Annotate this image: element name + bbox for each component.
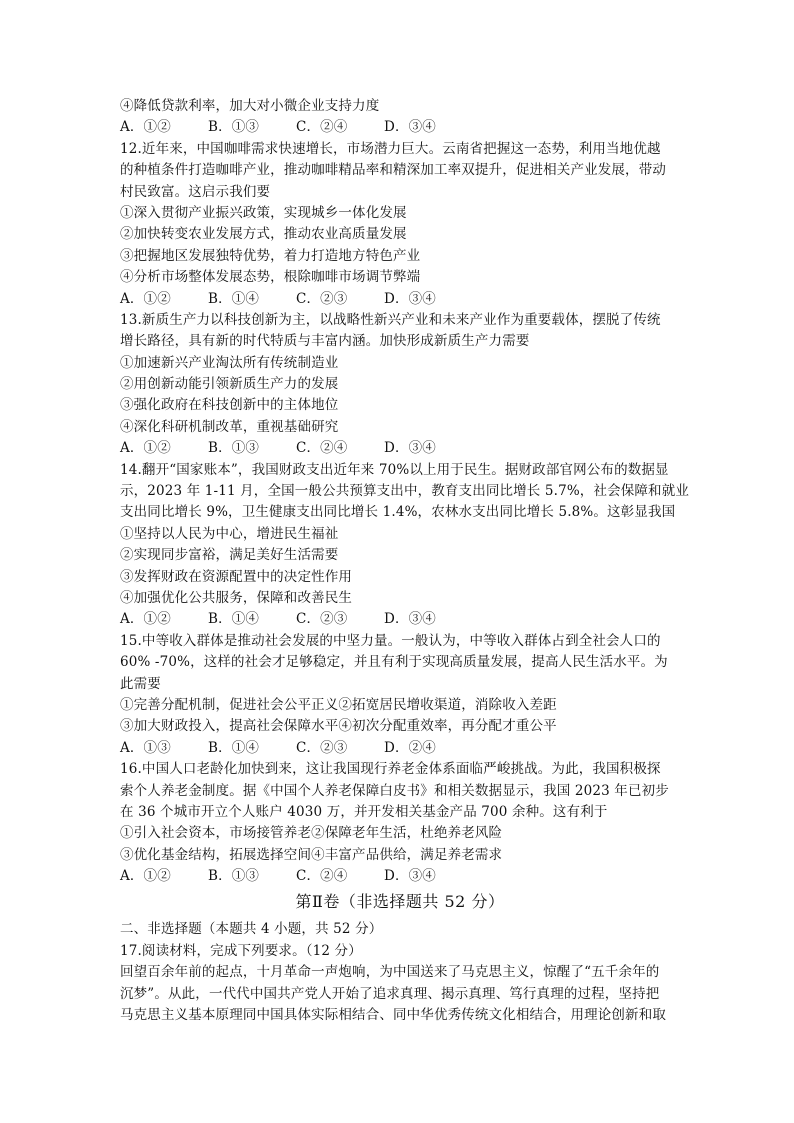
q16-option-a: A．①② [120, 868, 171, 885]
q11-option-d: D．③④ [384, 119, 436, 136]
q16-options [120, 866, 680, 887]
q15-options [120, 738, 680, 759]
q14-item-2: ②实现同步富裕，满足美好生活需要 [120, 547, 339, 564]
q11-option-c: C．②④ [296, 119, 348, 136]
q15-option-a: A．①③ [120, 739, 171, 756]
q12-option-d: D．③④ [384, 290, 436, 307]
q14-options [120, 609, 680, 630]
q16-items-line-2: ③优化基金结构，拓展选择空间④丰富产品供给，满足养老需求 [120, 846, 503, 863]
q15-items-line-1: ①完善分配机制，促进社会公平正义②拓宽居民增收渠道，消除收入差距 [120, 696, 557, 713]
q15-option-d: D．②④ [384, 739, 436, 756]
q14-option-d: D．③④ [384, 611, 436, 628]
q16-option-c: C．②④ [296, 868, 348, 885]
q12-option-c: C．②③ [296, 290, 348, 307]
q13-item-2: ②用创新动能引领新质生产力的发展 [120, 376, 339, 393]
q14-stem-line-2: 示，2023 年 1-11 月，全国一般公共预算支出中，教育支出同比增长 5.7%，社会保障和就业 [120, 483, 689, 500]
q14-item-4: ④加强优化公共服务，保障和改善民生 [120, 589, 353, 606]
q13-item-4: ④深化科研机制改革，重视基础研究 [120, 418, 339, 435]
q14-option-b: B．①④ [208, 611, 260, 628]
q14-item-3: ③发挥财政在资源配置中的决定性作用 [120, 568, 353, 585]
q12-option-a: A．①② [120, 290, 171, 307]
q12-item-4: ④分析市场整体发展态势，根除咖啡市场调节弊端 [120, 269, 421, 286]
q16-stem-line-1: 16.中国人口老龄化加快到来，这让我国现行养老金体系面临严峻挑战。为此，我国积极探 [120, 761, 661, 778]
q16-stem-line-2: 索个人养老金制度。据《中国个人养老保障白皮书》和相关数据显示，我国 2023 年已初步 [120, 782, 669, 799]
q11-option-a: A．①② [120, 119, 171, 136]
q13-item-1: ①加速新兴产业淘汰所有传统制造业 [120, 354, 339, 371]
q16-stem-line-3: 在 36 个城市开立个人账户 4030 万，并开发相关基金产品 700 余种。这有利于 [120, 803, 608, 820]
q11-options [120, 117, 680, 138]
q12-stem-line-1: 12.近年来，中国咖啡需求快速增长，市场潜力巨大。云南省把握这一态势，利用当地优越 [120, 140, 661, 157]
q14-item-1: ①坚持以人民为中心，增进民生福祉 [120, 525, 339, 542]
q13-option-c: C．②④ [296, 440, 348, 457]
q13-option-a: A．①② [120, 440, 171, 457]
q15-option-b: B．①④ [208, 739, 260, 756]
q15-stem-line-3: 此需要 [120, 675, 161, 692]
q11-item-4: ④降低贷款利率，加大对小微企业支持力度 [120, 98, 380, 114]
q16-option-b: B．①③ [208, 868, 260, 885]
q15-stem-line-1: 15.中等收入群体是推动社会发展的中坚力量。一般认为，中等收入群体占到全社会人口的 [120, 632, 661, 649]
q12-option-b: B．①④ [208, 290, 260, 307]
q17-stem: 17.阅读材料，完成下列要求。（12 分） [120, 942, 362, 959]
q15-option-c: C．②③ [296, 739, 348, 756]
q14-option-a: A．①② [120, 611, 171, 628]
q13-item-3: ③强化政府在科技创新中的主体地位 [120, 397, 339, 414]
q15-stem-line-2: 60% -70%，这样的社会才足够稳定，并且有利于实现高质量发展，提高人民生活水平。为 [120, 654, 668, 671]
q16-option-d: D．③④ [384, 868, 436, 885]
q12-stem-line-3: 村民致富。这启示我们要 [120, 183, 271, 200]
q17-material-line-1: 回望百余年前的起点，十月革命一声炮响，为中国送来了马克思主义，惊醒了“五千余年的 [120, 964, 660, 981]
section-2-heading: 二、非选择题（本题共 4 小题，共 52 分） [120, 921, 383, 938]
section-2-title: 第Ⅱ卷（非选择题共 52 分） [295, 892, 505, 912]
q12-item-1: ①深入贯彻产业振兴政策，实现城乡一体化发展 [120, 204, 407, 221]
q17-material-line-3: 马克思主义基本原理同中国具体实际相结合、同中华优秀传统文化相结合，用理论创新和取 [120, 1007, 666, 1024]
q11-option-b: B．①③ [208, 119, 260, 136]
q12-options [120, 289, 680, 310]
q13-stem-line-2: 增长路径，具有新的时代特质与丰富内涵。加快形成新质生产力需要 [120, 333, 530, 350]
q15-items-line-2: ③加大财政投入，提高社会保障水平④初次分配重效率，再分配才重公平 [120, 718, 557, 735]
q13-option-d: D．③④ [384, 440, 436, 457]
q13-options [120, 438, 680, 459]
q14-stem-line-3: 支出同比增长 9%，卫生健康支出同比增长 1.4%，农林水支出同比增长 5.8%。这彰显我国 [120, 504, 676, 521]
q14-stem-line-1: 14.翻开“国家账本”，我国财政支出近年来 70%以上用于民生。据财政部官网公布的数据显 [120, 461, 669, 478]
q13-stem-line-1: 13.新质生产力以科技创新为主，以战略性新兴产业和未来产业作为重要载体，摆脱了传统 [120, 311, 661, 328]
q12-item-2: ②加快转变农业发展方式，推动农业高质量发展 [120, 226, 407, 243]
q13-option-b: B．①③ [208, 440, 260, 457]
q16-items-line-1: ①引入社会资本，市场接管养老②保障老年生活，杜绝养老风险 [120, 825, 503, 842]
q14-option-c: C．②③ [296, 611, 348, 628]
q12-item-3: ③把握地区发展独特优势，着力打造地方特色产业 [120, 247, 421, 264]
exam-page [120, 96, 689, 1026]
q17-material-line-2: 沉梦”。从此，一代代中国共产党人开始了追求真理、揭示真理、笃行真理的过程，坚持把 [120, 985, 660, 1002]
q12-stem-line-2: 的种植条件打造咖啡产业，推动咖啡精品率和精深加工率双提升，促进相关产业发展，带动 [120, 162, 666, 179]
